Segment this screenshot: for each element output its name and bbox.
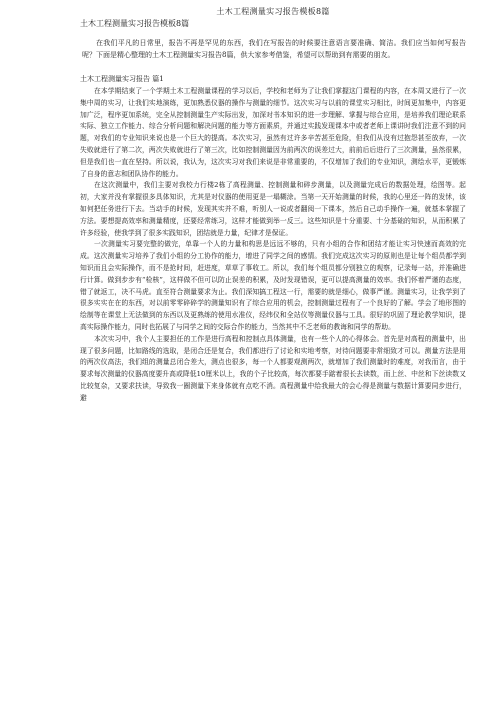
body-paragraph: 在这次测量中，我们主要对我校力行楼2栋了高程测量、控制测量和碎步测量，以及测量完成后的数据处理，绘图等。起初，大家并没有掌握很多具体知识，尤其是对仪器的使用更是一塌糊涂。当第一天开始测量的时候，我的心里还一阵的发怵，该如何把任务进行下去。当动手的时候，发现其实并不难，听别人一说或者翻阅一下课本，然后自己动手操作一遍，就基本掌握了方法。要想提高效率和测量精度，还要经常练习，这样才能做到举一反三。这些知识是十分重要、十分基础的知识，从而积累了许多经验，使我学到了很多实践知识，团结就是力量，纪律才是保证。	[80, 181, 466, 237]
document-title: 土木工程测量实习报告模板8篇	[216, 7, 330, 16]
body-paragraph: 本次实习中，我个人主要担任的工作是进行高程和控制点具体测量，也有一些个人的心得体会。首先是对高程的测量中，出现了很多问题，比如路线的选取，是闭合还是复合，我们都进行了讨论和实地考察，对待问题要非常细致才可以。测量方法是用的两次仪高法，我们组的测量总闭合差大，测点也很多，每一个人都要观测两次，就增加了我们测量时的难度，对我而言，由于要求每次测量的仪器高度要升高或降低10厘米以上，我的个子比较高，每次都要手踮着很长去读数，而上丝、中丝和下丝读数又比较复杂，又要求扶读，导致我一圈测量下来身体就有点吃不消。高程测量中给我最大的会心得是测量与数据计算要同步进行，避	[80, 334, 466, 402]
section-heading: 土木工程测量实习报告 篇1	[80, 75, 164, 83]
intro-paragraph: 在我们平凡的日常里，报告不再是罕见的东西，我们在写报告的时候要注意语言要准确、简洁。我们应当如何写报告呢？下面是精心整理的土木工程测量实习报告8篇，供大家参考借鉴，希望可以帮助到有需要的朋友。	[82, 39, 466, 59]
body-paragraph: 一次测量实习要完整的做完，单靠一个人的力量和构思是远远不够的，只有小组的合作和团结才能让实习快速而高效的完成。这次测量实习培养了我们小组的分工协作的能力，增进了同学之间的感情。我们完成这次实习的原则也是让每个组员都学到知识而且会实际操作，而不是抢时间，赶进度，草草了事收工。所以，我们每个组员都分别独立的观察，记录每一站，并准确进行计算。做到步步有“检核”，这样做不但可以防止误差的积累，及时发现错误，更可以提高测量的效率。我们怀着严谨的态度，错了就返工，决不马虎。直至符合测量要求为止。我们深知搞工程这一行，需要的就是细心，做事严谨。测量实习，让我学到了很多实实在在的东西，对以前零零碎碎学的测量知识有了综合应用的机会，控制测量过程有了一个良好的了解。学会了地形图的绘制等在课堂上无法做到的东西以及更熟练的使用水准仪，经纬仪和全站仪等测量仪器与工具。很好的巩固了理论教学知识，提高实际操作能力，同时也拓展了与同学之间的交际合作的能力，当然其中不乏老师的教诲和同学的帮助。	[80, 240, 466, 331]
body-paragraph: 在本学期结束了一个学期土木工程测量课程的学习以后，学校和老师为了让我们掌握这门课程的内容，在本周又进行了一次集中周的实习，让我们实地演练，更加熟悉仪器的操作与测量的细节。这次实习与以前的课堂实习相比，时间更加集中，内容更加广泛，程序更加系统，完全从控制测量生产实际出发，加深对书本知识的进一步理解、掌握与综合应用，是培养我们理论联系实际、独立工作能力、综合分析问题和解决问题的能力等方面素质，并通过实践发现课本中或者老师上课讲时我们注意不到的问题，对我们的专业知识来说也是一个巨大的提高。本次实习，虽然有过许多辛苦甚至危险，但我们从没有过抱怨甚至放弃，一次失败就进行了第二次，两次失败就进行了第三次，比如控制测量因为前两次的误差过大，前前后后进行了三次测量，虽然很累，但是我们也一直在坚持。所以说，我认为，这次实习对我们来说是非常重要的，不仅增加了我们的专业知识，测绘水平，更锻炼了自身的意志和团队协作的能力。	[80, 87, 466, 178]
document-subtitle: 土木工程测量实习报告模板8篇	[80, 19, 190, 28]
